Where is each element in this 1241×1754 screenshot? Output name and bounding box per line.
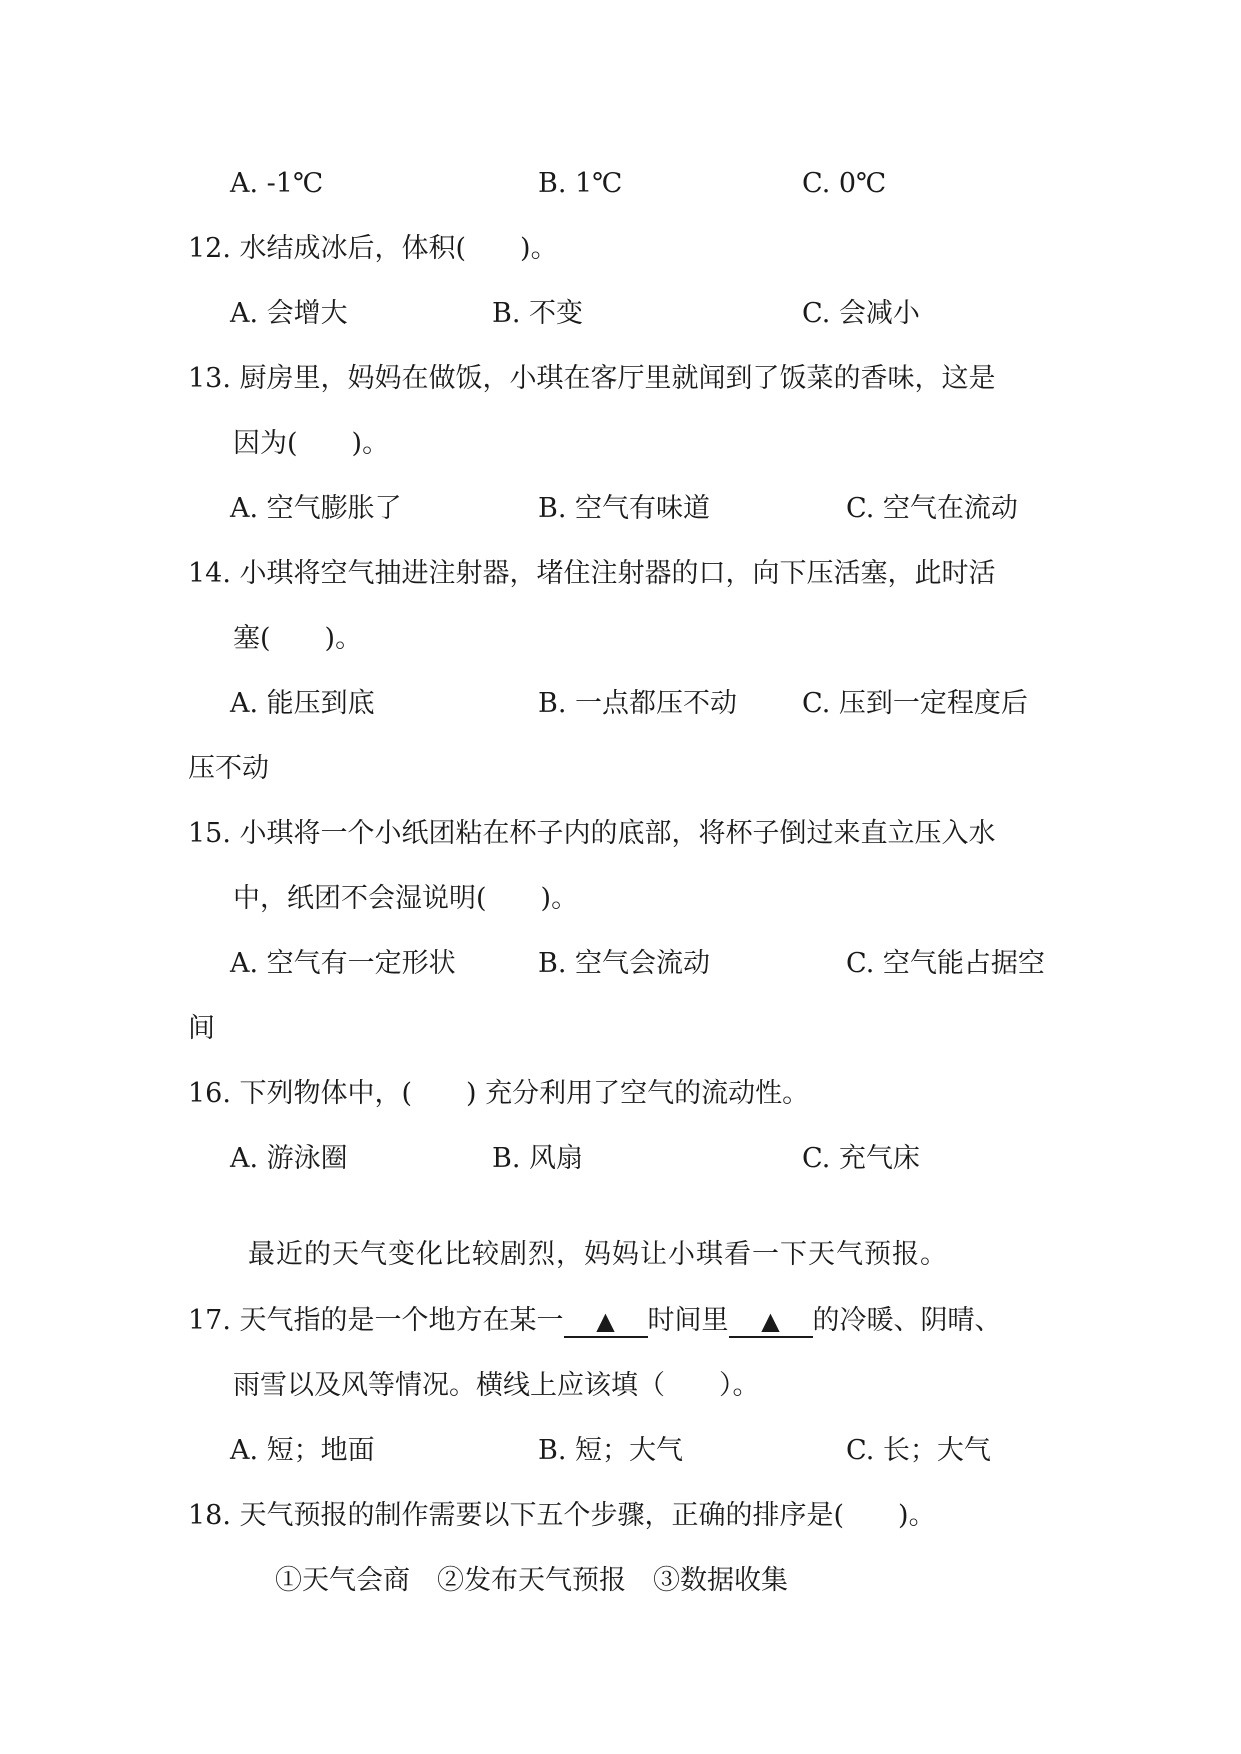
q17-question-line1	[188, 1303, 1002, 1339]
triangle-icon: ▲	[596, 1307, 615, 1335]
q11-option-b: B. 1℃	[538, 168, 623, 199]
q17-option-b: B. 短；大气	[538, 1435, 684, 1466]
q14-option-c: C. 压到一定程度后	[802, 688, 1028, 719]
section-intro: 最近的天气变化比较剧烈，妈妈让小琪看一下天气预报。	[248, 1239, 948, 1270]
q14-option-a: A. 能压到底	[230, 688, 375, 719]
q16-option-c: C. 充气床	[802, 1143, 920, 1174]
q11-option-c: C. 0℃	[802, 168, 887, 199]
q15-option-c-continued: 间	[188, 1013, 215, 1044]
q17-option-a: A. 短；地面	[230, 1435, 375, 1466]
q14-option-c-continued: 压不动	[188, 753, 269, 784]
q14-option-b: B. 一点都压不动	[538, 688, 738, 719]
q14-question-line1: 14. 小琪将空气抽进注射器，堵住注射器的口，向下压活塞，此时活	[188, 558, 996, 589]
q13-question-line2: 因为( )。	[233, 428, 390, 459]
q17-text-part3: 的冷暖、阴晴、	[812, 1305, 1002, 1336]
q17-option-c: C. 长；大气	[846, 1435, 991, 1466]
q15-option-a: A. 空气有一定形状	[230, 948, 456, 979]
q16-option-b: B. 风扇	[492, 1143, 584, 1174]
q17-blank-1	[564, 1306, 648, 1338]
q18-question: 18. 天气预报的制作需要以下五个步骤，正确的排序是( )。	[188, 1500, 936, 1531]
q17-text-part2: 时间里	[647, 1305, 729, 1336]
q18-steps: ①天气会商 ②发布天气预报 ③数据收集	[275, 1565, 788, 1596]
q13-option-a: A. 空气膨胀了	[230, 493, 402, 524]
triangle-icon: ▲	[761, 1307, 780, 1335]
q13-question-line1: 13. 厨房里，妈妈在做饭，小琪在客厅里就闻到了饭菜的香味，这是	[188, 363, 996, 394]
q15-question-line1: 15. 小琪将一个小纸团粘在杯子内的底部，将杯子倒过来直立压入水	[188, 818, 996, 849]
q14-question-line2: 塞( )。	[233, 623, 363, 654]
q15-option-b: B. 空气会流动	[538, 948, 711, 979]
q17-text-part1: 17. 天气指的是一个地方在某一	[188, 1305, 564, 1336]
q17-question-line2: 雨雪以及风等情况。横线上应该填（ ）。	[233, 1370, 760, 1401]
q11-option-a: A. -1℃	[230, 168, 324, 199]
q15-option-c: C. 空气能占据空	[846, 948, 1045, 979]
q12-option-c: C. 会减小	[802, 298, 920, 329]
q17-blank-2	[729, 1306, 813, 1338]
q16-question: 16. 下列物体中，( ) 充分利用了空气的流动性。	[188, 1078, 810, 1109]
q12-option-a: A. 会增大	[230, 298, 348, 329]
q12-option-b: B. 不变	[492, 298, 584, 329]
q13-option-b: B. 空气有味道	[538, 493, 711, 524]
q16-option-a: A. 游泳圈	[230, 1143, 348, 1174]
q15-question-line2: 中，纸团不会湿说明( )。	[233, 883, 579, 914]
q12-question: 12. 水结成冰后，体积( )。	[188, 233, 558, 264]
q13-option-c: C. 空气在流动	[846, 493, 1018, 524]
